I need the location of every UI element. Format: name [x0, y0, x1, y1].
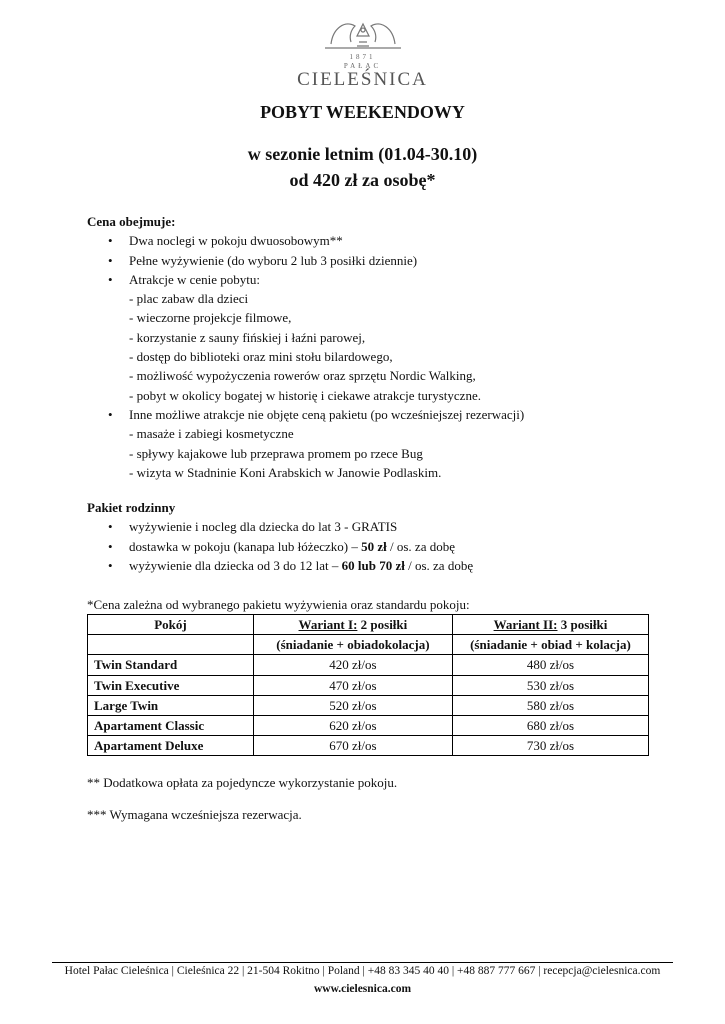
table-header-row	[88, 635, 649, 655]
list-item: • wyżywienie i nocleg dla dziecka do lat 3 - GRATIS	[87, 517, 647, 536]
header-room: Pokój	[88, 615, 254, 635]
price-includes-list	[87, 231, 647, 289]
variant2-price: 730 zł/os	[452, 736, 648, 756]
family-item3-price: 60 lub 70 zł	[341, 557, 405, 573]
season-subtitle: w sezonie letnim (01.04-30.10)	[247, 144, 478, 164]
table-row	[88, 695, 649, 715]
table-header-row	[88, 615, 649, 635]
family-item3-text: wyżywienie dla dziecka od 3 do 12 lat –	[129, 557, 342, 573]
variant2-price: 580 zł/os	[452, 695, 648, 715]
list-item	[87, 537, 647, 556]
price-table	[87, 614, 649, 756]
family-package-list	[87, 517, 647, 575]
room-name: Large Twin	[88, 695, 254, 715]
family-package-label: Pakiet rodzinny	[87, 500, 176, 515]
family-item2-price: 50 zł	[361, 538, 387, 554]
attraction-item: - wieczorne projekcje filmowe,	[129, 310, 292, 326]
footer-divider	[52, 962, 673, 963]
reservation-note: *** Wymagana wcześniejsza rezerwacja.	[87, 807, 302, 822]
header-variant1	[253, 615, 452, 635]
price-subtitle: od 420 zł za osobę*	[289, 170, 436, 190]
variant1-price: 670 zł/os	[253, 736, 452, 756]
variant2-label: Wariant II:	[493, 617, 558, 632]
header-variant2	[452, 615, 648, 635]
variant1-price: 620 zł/os	[253, 716, 452, 736]
variant1-price: 420 zł/os	[253, 655, 452, 675]
variant1-price: 520 zł/os	[253, 695, 452, 715]
variant2-suffix: 3 posiłki	[557, 617, 608, 632]
family-item2-text: dostawka w pokoju (kanapa lub łóżeczko) –	[129, 538, 362, 554]
table-row	[88, 716, 649, 736]
room-name: Twin Executive	[88, 675, 254, 695]
variant2-price: 530 zł/os	[452, 675, 648, 695]
list-item: • Atrakcje w cenie pobytu:	[87, 270, 647, 289]
footer-address: Hotel Pałac Cieleśnica | Cieleśnica 22 | 21-504 Rokitno | Poland | +48 83 345 40 40 | +48 887 777 667 | recepcja@cielesnica.com	[64, 965, 661, 977]
logo-small-text: PAŁAC	[343, 62, 382, 70]
family-package-section	[87, 498, 647, 575]
room-name: Apartament Classic	[88, 716, 254, 736]
extra-item: - spływy kajakowe lub przeprawa promem po rzece Bug	[129, 445, 423, 461]
table-row	[88, 736, 649, 756]
list-item: • Pełne wyżywienie (do wyboru 2 lub 3 posiłki dziennie)	[87, 251, 647, 270]
variant1-label: Wariant I:	[298, 617, 358, 632]
list-item: • Dwa noclegi w pokoju dwuosobowym**	[87, 231, 647, 250]
price-includes-label: Cena obejmuje:	[87, 214, 176, 229]
list-item: • Inne możliwe atrakcje nie objęte ceną pakietu (po wcześniejszej rezerwacji)	[87, 405, 647, 424]
attraction-item: - możliwość wypożyczenia rowerów oraz sprzętu Nordic Walking,	[129, 368, 476, 384]
variant1-suffix: 2 posiłki	[357, 617, 408, 632]
hotel-logo	[0, 14, 725, 90]
table-row	[88, 675, 649, 695]
room-name: Apartament Deluxe	[88, 736, 254, 756]
attraction-item: - pobyt w okolicy bogatej w historię i ciekawe atrakcje turystyczne.	[129, 387, 481, 403]
extra-item: - masaże i zabiegi kosmetyczne	[129, 426, 294, 442]
variant2-detail: (śniadanie + obiad + kolacja)	[452, 635, 648, 655]
price-table-wrap	[87, 614, 649, 756]
attraction-item: - plac zabaw dla dzieci	[129, 291, 249, 307]
family-item2-suffix: / os. za dobę	[386, 538, 455, 554]
variant2-price: 680 zł/os	[452, 716, 648, 736]
attraction-item: - dostęp do biblioteki oraz mini stołu bilardowego,	[129, 349, 393, 365]
price-includes-section	[87, 212, 647, 482]
variant1-price: 470 zł/os	[253, 675, 452, 695]
room-name: Twin Standard	[88, 655, 254, 675]
logo-year: 1871	[349, 53, 376, 61]
page-title: POBYT WEEKENDOWY	[260, 102, 465, 122]
attraction-item: - korzystanie z sauny fińskiej i łaźni parowej,	[129, 329, 366, 345]
header-room-empty	[88, 635, 254, 655]
crest-icon	[321, 14, 405, 52]
list-item	[87, 556, 647, 575]
variant2-price: 480 zł/os	[452, 655, 648, 675]
logo-name: CIELEŚNICA	[297, 69, 428, 90]
table-row	[88, 655, 649, 675]
variant1-detail: (śniadanie + obiadokolacja)	[253, 635, 452, 655]
price-note: *Cena zależna od wybranego pakietu wyżywienia oraz standardu pokoju:	[87, 597, 470, 612]
family-item3-suffix: / os. za dobę	[404, 557, 474, 573]
single-use-note: ** Dodatkowa opłata za pojedyncze wykorzystanie pokoju.	[87, 775, 398, 790]
footer-website-link[interactable]: www.cielesnica.com	[313, 983, 412, 995]
extra-item: - wizyta w Stadninie Koni Arabskich w Janowie Podlaskim.	[129, 464, 442, 480]
